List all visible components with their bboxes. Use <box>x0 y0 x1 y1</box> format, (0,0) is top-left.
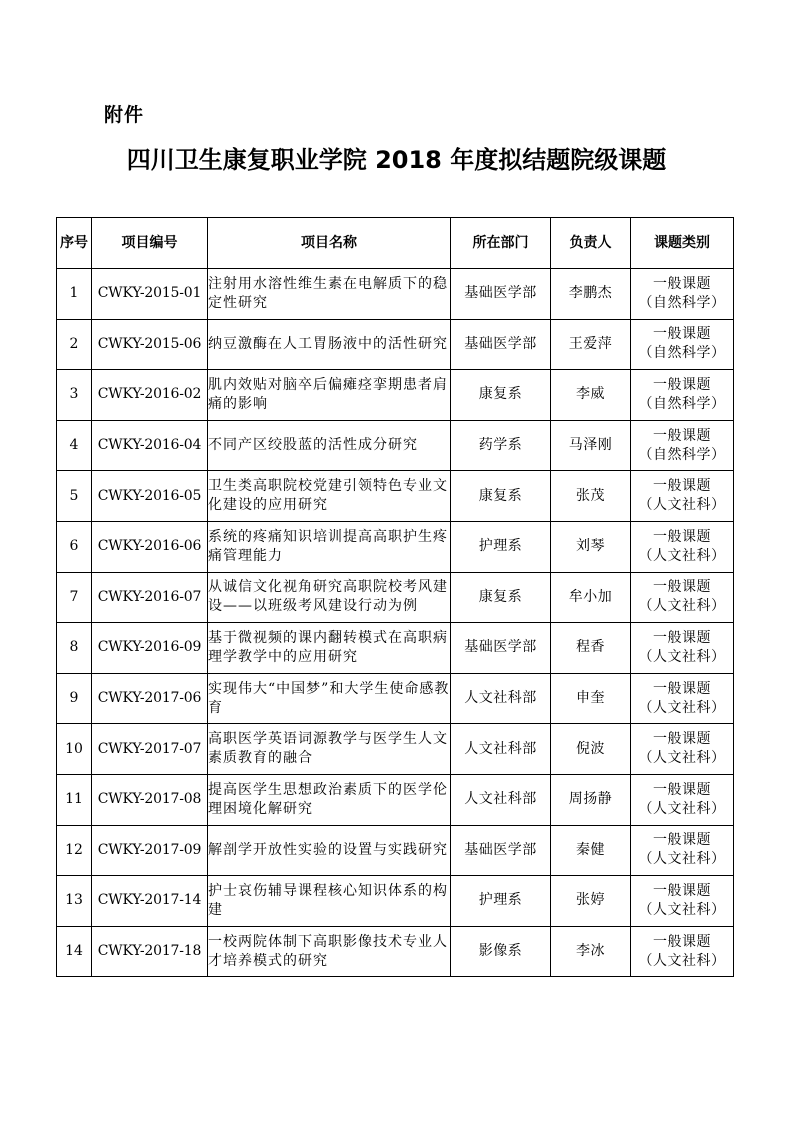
project-code: CWKY-2017-18 <box>92 926 208 977</box>
row-number: 10 <box>57 724 92 775</box>
project-lead: 张婷 <box>551 876 631 927</box>
table-row <box>57 319 734 370</box>
row-number: 5 <box>57 471 92 522</box>
department: 基础医学部 <box>451 623 551 674</box>
project-lead: 申奎 <box>551 673 631 724</box>
topic-category <box>631 774 734 825</box>
department: 基础医学部 <box>451 319 551 370</box>
row-number: 4 <box>57 420 92 471</box>
project-lead: 周扬静 <box>551 774 631 825</box>
department: 影像系 <box>451 926 551 977</box>
project-lead: 秦健 <box>551 825 631 876</box>
project-code: CWKY-2017-08 <box>92 774 208 825</box>
project-name: 纳豆激酶在人工胃肠液中的活性研究 <box>208 319 451 370</box>
project-name: 基于微视频的课内翻转模式在高职病理学教学中的应用研究 <box>208 623 451 674</box>
topic-category-sub: （人文社科） <box>638 598 726 615</box>
topic-category-main: 一般课题 <box>653 376 711 393</box>
topic-category-main: 一般课题 <box>653 680 711 697</box>
table-row <box>57 370 734 421</box>
project-code: CWKY-2016-07 <box>92 572 208 623</box>
project-code: CWKY-2017-07 <box>92 724 208 775</box>
row-number: 9 <box>57 673 92 724</box>
topic-category-main: 一般课题 <box>653 579 711 596</box>
topic-category-sub: （人文社科） <box>638 851 726 868</box>
project-lead: 牟小加 <box>551 572 631 623</box>
project-code: CWKY-2016-04 <box>92 420 208 471</box>
topic-category <box>631 521 734 572</box>
attachment-label: 附件 <box>104 104 145 126</box>
topic-category-main: 一般课题 <box>653 326 711 343</box>
topic-category <box>631 471 734 522</box>
department: 药学系 <box>451 420 551 471</box>
project-code: CWKY-2017-06 <box>92 673 208 724</box>
topic-category <box>631 572 734 623</box>
project-lead: 李冰 <box>551 926 631 977</box>
topic-category <box>631 623 734 674</box>
topics-table <box>56 217 734 977</box>
project-name: 提高医学生思想政治素质下的医学伦理困境化解研究 <box>208 774 451 825</box>
department: 基础医学部 <box>451 269 551 320</box>
column-header-name: 项目名称 <box>208 218 451 269</box>
row-number: 13 <box>57 876 92 927</box>
department: 康复系 <box>451 572 551 623</box>
topic-category <box>631 420 734 471</box>
project-code: CWKY-2016-06 <box>92 521 208 572</box>
topic-category-sub: （自然科学） <box>638 395 726 412</box>
table-row <box>57 420 734 471</box>
project-name: 从诚信文化视角研究高职院校考风建设——以班级考风建设行动为例 <box>208 572 451 623</box>
table-row <box>57 269 734 320</box>
topic-category-sub: （人文社科） <box>638 497 726 514</box>
department: 护理系 <box>451 521 551 572</box>
department: 护理系 <box>451 876 551 927</box>
row-number: 8 <box>57 623 92 674</box>
topic-category-main: 一般课题 <box>653 629 711 646</box>
table-row <box>57 673 734 724</box>
topic-category-sub: （人文社科） <box>638 750 726 767</box>
topic-category-sub: （人文社科） <box>638 952 726 969</box>
project-name: 实现伟大“中国梦”和大学生使命感教育 <box>208 673 451 724</box>
table-row <box>57 774 734 825</box>
project-lead: 张茂 <box>551 471 631 522</box>
project-code: CWKY-2016-09 <box>92 623 208 674</box>
column-header-lead: 负责人 <box>551 218 631 269</box>
topic-category <box>631 825 734 876</box>
topic-category <box>631 724 734 775</box>
topic-category <box>631 269 734 320</box>
row-number: 11 <box>57 774 92 825</box>
topic-category-main: 一般课题 <box>653 781 711 798</box>
project-code: CWKY-2015-01 <box>92 269 208 320</box>
project-code: CWKY-2015-06 <box>92 319 208 370</box>
topic-category <box>631 926 734 977</box>
project-code: CWKY-2016-05 <box>92 471 208 522</box>
table-row <box>57 521 734 572</box>
project-name: 高职医学英语词源教学与医学生人文素质教育的融合 <box>208 724 451 775</box>
project-lead: 李威 <box>551 370 631 421</box>
column-header-category: 课题类别 <box>631 218 734 269</box>
project-lead: 倪波 <box>551 724 631 775</box>
project-name: 肌内效贴对脑卒后偏瘫痉挛期患者肩痛的影响 <box>208 370 451 421</box>
topic-category <box>631 370 734 421</box>
topic-category-main: 一般课题 <box>653 275 711 292</box>
project-code: CWKY-2017-14 <box>92 876 208 927</box>
topic-category <box>631 876 734 927</box>
department: 人文社科部 <box>451 724 551 775</box>
topic-category-sub: （自然科学） <box>638 294 726 311</box>
topic-category-main: 一般课题 <box>653 478 711 495</box>
topic-category-main: 一般课题 <box>653 882 711 899</box>
table-row <box>57 724 734 775</box>
column-header-department: 所在部门 <box>451 218 551 269</box>
project-lead: 马泽刚 <box>551 420 631 471</box>
table-header-row <box>57 218 734 269</box>
project-name: 护士哀伤辅导课程核心知识体系的构建 <box>208 876 451 927</box>
row-number: 2 <box>57 319 92 370</box>
topic-category-main: 一般课题 <box>653 933 711 950</box>
row-number: 1 <box>57 269 92 320</box>
topic-category-main: 一般课题 <box>653 731 711 748</box>
topic-category <box>631 319 734 370</box>
topic-category-sub: （人文社科） <box>638 800 726 817</box>
project-name: 不同产区绞股蓝的活性成分研究 <box>208 420 451 471</box>
table-row <box>57 623 734 674</box>
row-number: 3 <box>57 370 92 421</box>
row-number: 14 <box>57 926 92 977</box>
project-lead: 王爱萍 <box>551 319 631 370</box>
document-title: 四川卫生康复职业学院 2018 年度拟结题院级课题 <box>126 146 667 174</box>
topic-category <box>631 673 734 724</box>
project-name: 卫生类高职院校党建引领特色专业文化建设的应用研究 <box>208 471 451 522</box>
table-row <box>57 825 734 876</box>
table-row <box>57 471 734 522</box>
project-lead: 李鹏杰 <box>551 269 631 320</box>
topic-category-sub: （人文社科） <box>638 648 726 665</box>
topic-category-main: 一般课题 <box>653 528 711 545</box>
project-code: CWKY-2016-02 <box>92 370 208 421</box>
project-name: 一校两院体制下高职影像技术专业人才培养模式的研究 <box>208 926 451 977</box>
table-row <box>57 572 734 623</box>
project-name: 解剖学开放性实验的设置与实践研究 <box>208 825 451 876</box>
project-name: 注射用水溶性维生素在电解质下的稳定性研究 <box>208 269 451 320</box>
department: 人文社科部 <box>451 673 551 724</box>
table-row <box>57 926 734 977</box>
row-number: 12 <box>57 825 92 876</box>
row-number: 7 <box>57 572 92 623</box>
project-code: CWKY-2017-09 <box>92 825 208 876</box>
topic-category-main: 一般课题 <box>653 832 711 849</box>
department: 康复系 <box>451 471 551 522</box>
department: 康复系 <box>451 370 551 421</box>
project-lead: 程香 <box>551 623 631 674</box>
topic-category-sub: （人文社科） <box>638 699 726 716</box>
department: 基础医学部 <box>451 825 551 876</box>
row-number: 6 <box>57 521 92 572</box>
project-lead: 刘琴 <box>551 521 631 572</box>
table-row <box>57 876 734 927</box>
topic-category-main: 一般课题 <box>653 427 711 444</box>
column-header-code: 项目编号 <box>92 218 208 269</box>
topic-category-sub: （人文社科） <box>638 901 726 918</box>
department: 人文社科部 <box>451 774 551 825</box>
topic-category-sub: （自然科学） <box>638 345 726 362</box>
project-name: 系统的疼痛知识培训提高高职护生疼痛管理能力 <box>208 521 451 572</box>
column-header-number: 序号 <box>57 218 92 269</box>
table-body <box>57 269 734 977</box>
topic-category-sub: （自然科学） <box>638 446 726 463</box>
topic-category-sub: （人文社科） <box>638 547 726 564</box>
